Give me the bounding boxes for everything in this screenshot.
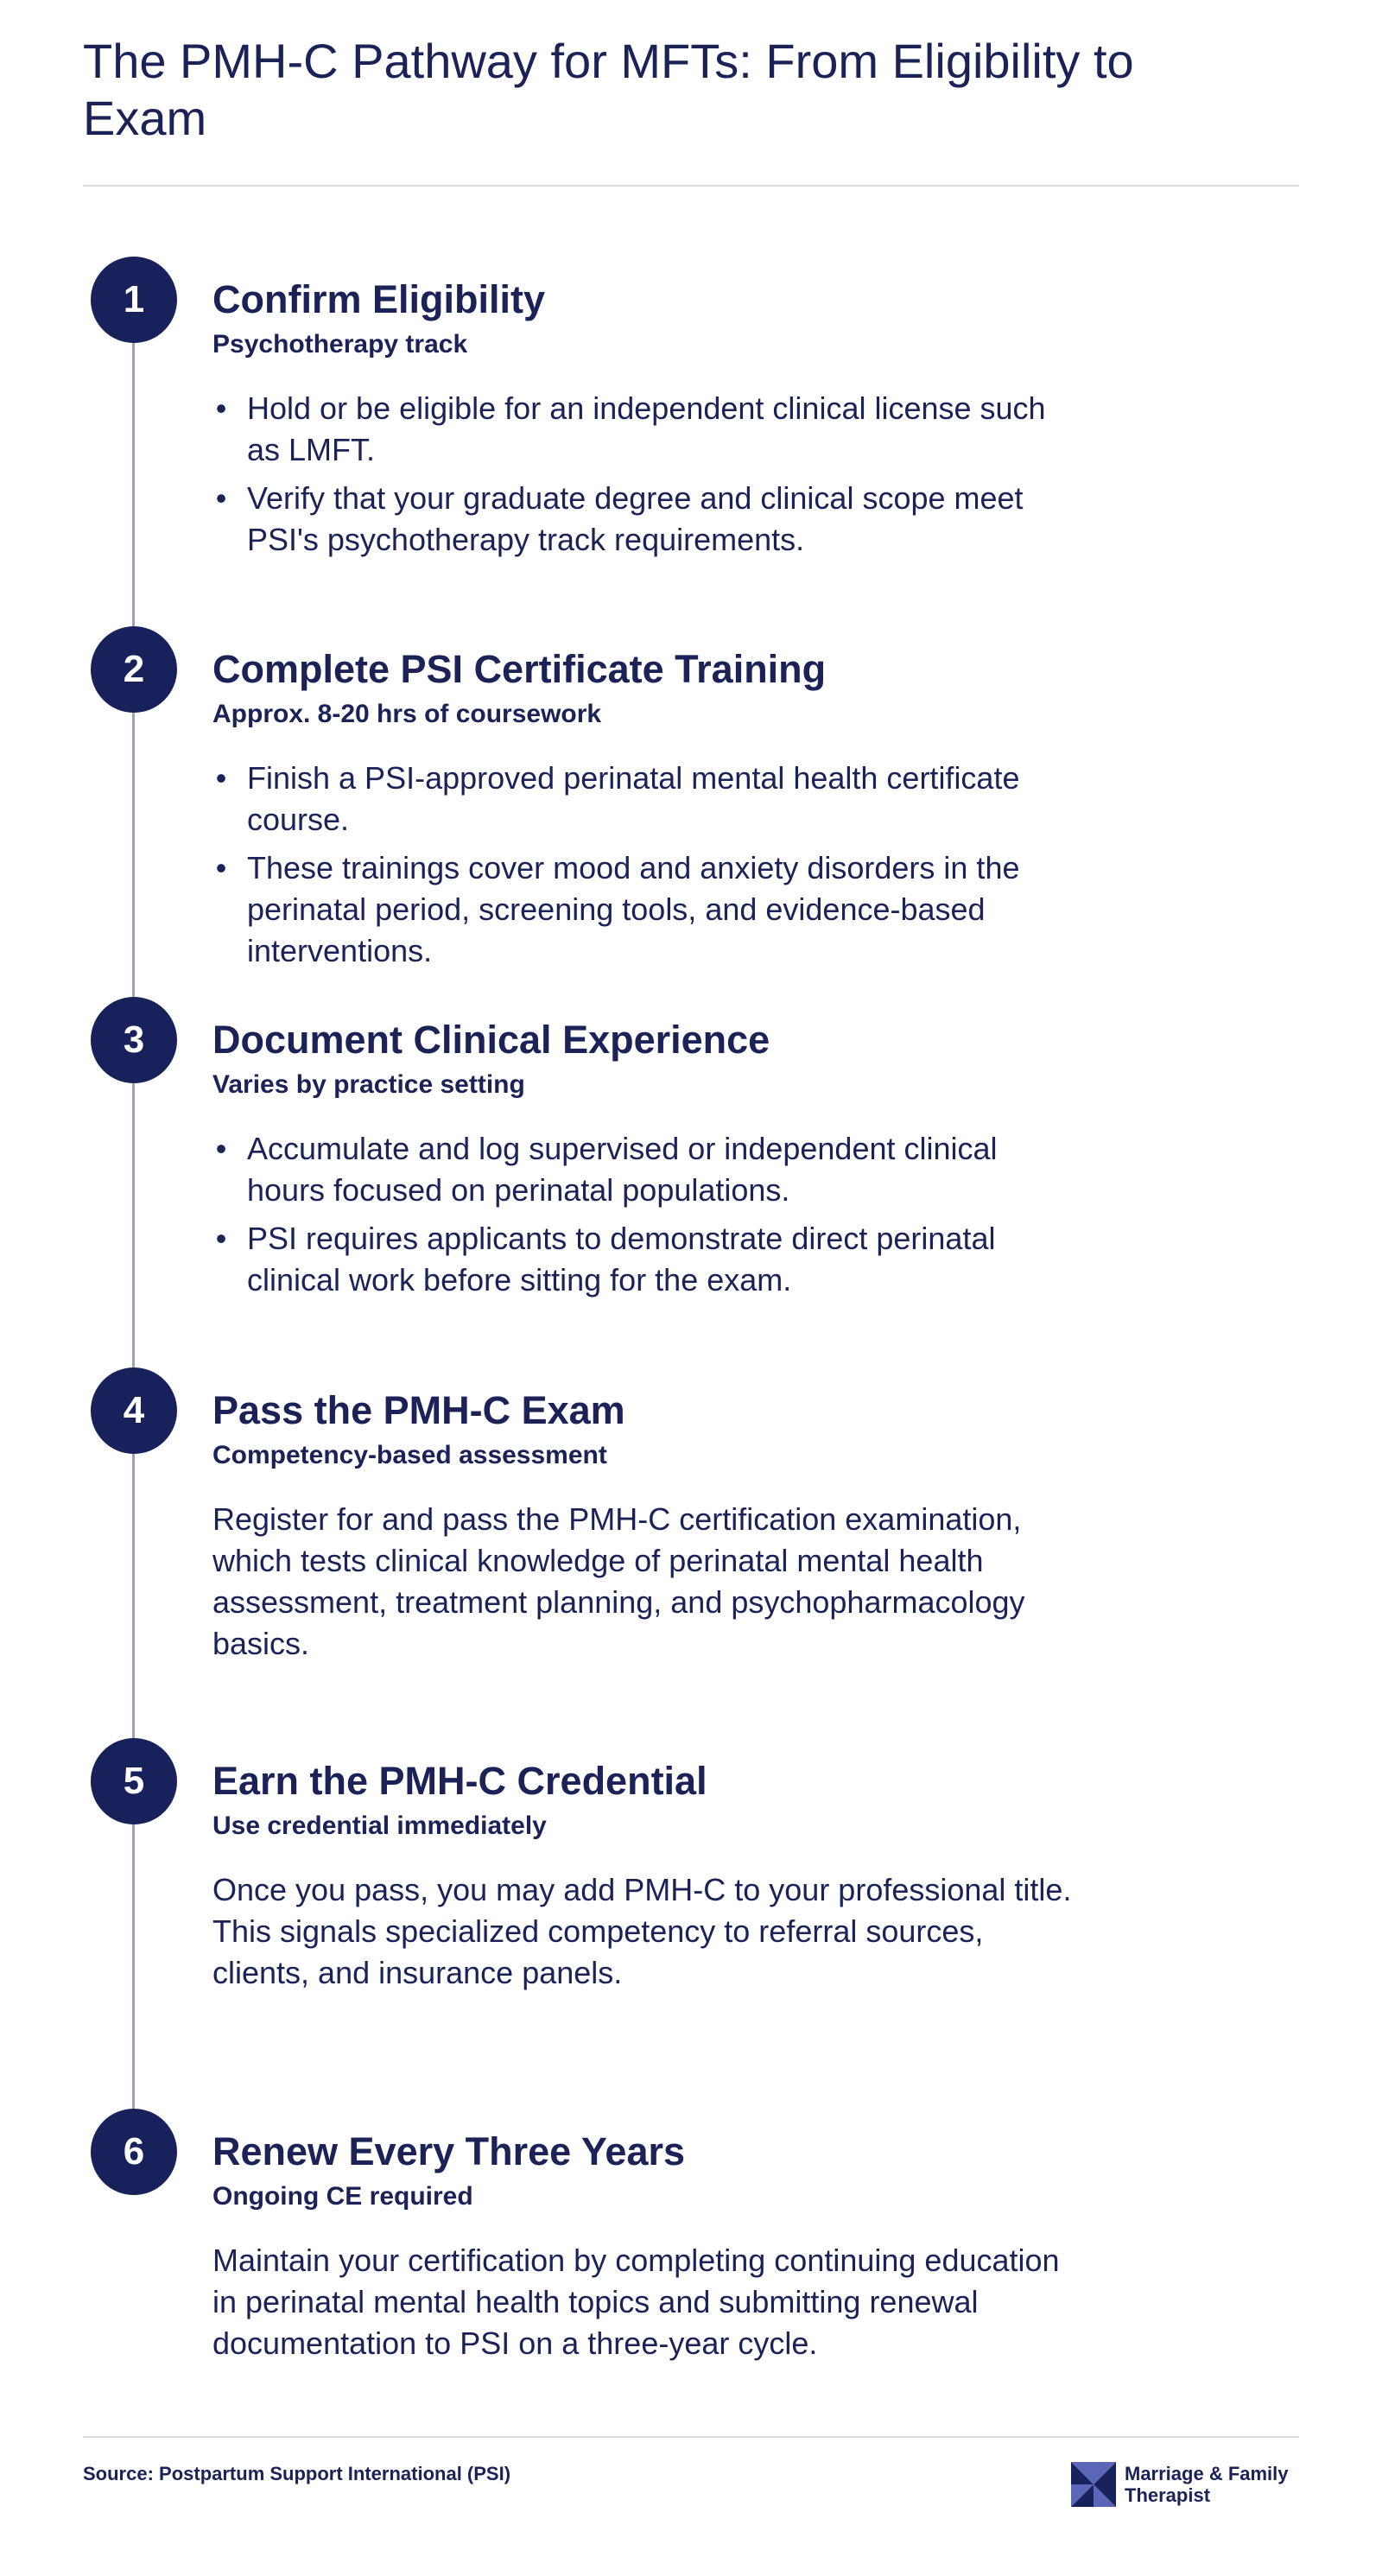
- list-item: [212, 1218, 1076, 1301]
- list-item: [212, 388, 1076, 471]
- bullet-icon: •: [215, 1131, 227, 1166]
- step-subtitle: Psychotherapy track: [212, 330, 468, 358]
- bullet-text: Accumulate and log supervised or independent clinical hours focused on perinatal populations.: [247, 1131, 998, 1208]
- step-content: [212, 1386, 1076, 1665]
- step-title: Confirm Eligibility: [212, 277, 546, 321]
- header-divider: [83, 185, 1299, 187]
- step-description: Once you pass, you may add PMH-C to your professional title. This signals specialized competency to referral sources, clients, and insurance panels.: [212, 1872, 1072, 1990]
- step-title: Complete PSI Certificate Training: [212, 647, 827, 691]
- timeline-line: [132, 302, 135, 2160]
- step-title: Document Clinical Experience: [212, 1018, 770, 1062]
- step-subtitle: Ongoing CE required: [212, 2182, 473, 2211]
- footer-divider: [83, 2436, 1299, 2438]
- step-content: [212, 1757, 1076, 1994]
- page-title: The PMH-C Pathway for MFTs: From Eligibility to Exam: [83, 34, 1134, 145]
- step-number-badge: 3: [91, 997, 177, 1083]
- bullet-text: PSI requires applicants to demonstrate direct perinatal clinical work before sitting for the exam.: [247, 1221, 996, 1298]
- bullet-icon: •: [215, 480, 227, 516]
- step-content: [212, 2128, 1076, 2364]
- step-title: Pass the PMH-C Exam: [212, 1388, 625, 1432]
- step-content: [212, 276, 1076, 568]
- pinwheel-logo-icon: [1071, 2462, 1116, 2507]
- step-bullet-list: [212, 388, 1076, 561]
- step-number-badge: 5: [91, 1738, 177, 1824]
- step-content: [212, 1016, 1076, 1308]
- bullet-icon: •: [215, 1221, 227, 1256]
- bullet-icon: •: [215, 390, 227, 426]
- step-title: Renew Every Three Years: [212, 2129, 686, 2173]
- list-item: [212, 847, 1076, 972]
- bullet-icon: •: [215, 850, 227, 885]
- step-bullet-list: [212, 758, 1076, 972]
- step-number-badge: 6: [91, 2109, 177, 2195]
- step-subtitle: Use credential immediately: [212, 1811, 547, 1840]
- bullet-text: These trainings cover mood and anxiety disorders in the perinatal period, screening tools, and evidence-based interventions.: [247, 850, 1020, 968]
- step-subtitle: Competency-based assessment: [212, 1441, 607, 1469]
- brand-logo-block: [1071, 2460, 1323, 2509]
- bullet-text: Finish a PSI-approved perinatal mental health certificate course.: [247, 760, 1020, 837]
- bullet-text: Verify that your graduate degree and clinical scope meet PSI's psychotherapy track requirements.: [247, 480, 1024, 557]
- step-number-badge: 4: [91, 1367, 177, 1454]
- step-description: Register for and pass the PMH-C certification examination, which tests clinical knowledge of perinatal mental health assessment, treatment planning, and psychopharmacology basics.: [212, 1501, 1025, 1661]
- bullet-text: Hold or be eligible for an independent clinical license such as LMFT.: [247, 390, 1046, 467]
- list-item: [212, 1128, 1076, 1211]
- step-subtitle: Approx. 8-20 hrs of coursework: [212, 700, 602, 728]
- list-item: [212, 758, 1076, 841]
- source-citation: Source: Postpartum Support International (PSI): [83, 2463, 511, 2484]
- bullet-icon: •: [215, 760, 227, 796]
- list-item: [212, 478, 1076, 561]
- brand-name: Marriage & Family Therapist: [1125, 2463, 1289, 2506]
- step-number-badge: 1: [91, 257, 177, 343]
- step-content: [212, 645, 1076, 979]
- step-title: Earn the PMH-C Credential: [212, 1759, 707, 1803]
- step-bullet-list: [212, 1128, 1076, 1301]
- step-subtitle: Varies by practice setting: [212, 1070, 525, 1099]
- step-number-badge: 2: [91, 626, 177, 713]
- step-description: Maintain your certification by completing continuing education in perinatal mental health topics and submitting renewal documentation to PSI on a three-year cycle.: [212, 2243, 1060, 2361]
